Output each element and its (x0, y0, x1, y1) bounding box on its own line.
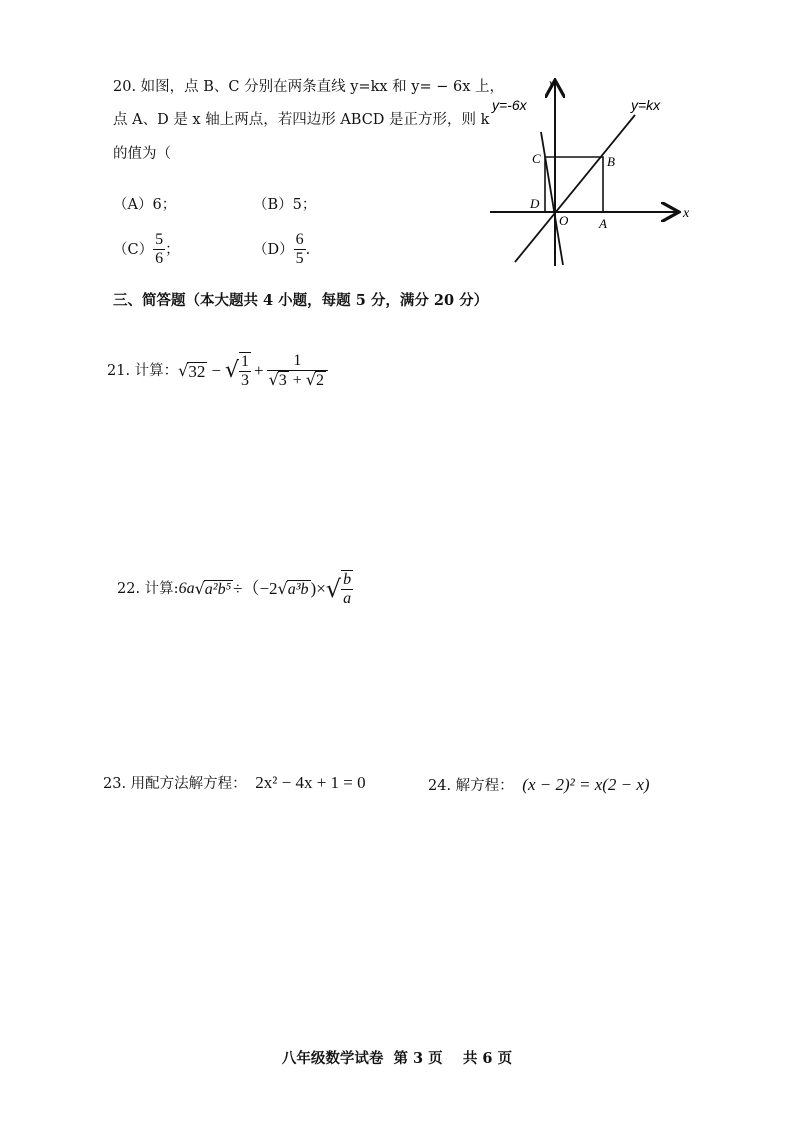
q22-root-fraction-den: a (343, 590, 352, 607)
q24 (428, 775, 650, 796)
q22-radicand-2: a³b (287, 580, 309, 598)
q23 (103, 773, 366, 794)
q21-radicand: 32 (188, 361, 206, 381)
page-footer: 八年级数学试卷 第 3 页 共 6 页 (281, 1050, 513, 1067)
q20-option-c-label: （C） (113, 241, 154, 258)
line-y-kx (515, 115, 635, 262)
x-axis-label: x (683, 206, 690, 221)
q20-option-d-tail: . (305, 241, 311, 258)
q21-root-fraction (239, 352, 251, 390)
q20-option-c (113, 231, 180, 268)
q20-option-c-numerator: 5 (155, 231, 164, 248)
q20-line1: 20. 如图，点 B、C 分别在两条直线 y=kx 和 y= − 6x 上， (113, 79, 504, 95)
label-y-kx: y=kx (631, 97, 661, 113)
q21-den-root2: 2 (316, 372, 325, 389)
q22-label: 22. 计算: (117, 581, 179, 597)
q22-root-fraction (341, 570, 353, 608)
q20-option-d (253, 231, 310, 268)
q21-label: 21. 计算： (107, 363, 179, 379)
q22-root-fraction-num: b (343, 571, 352, 588)
q20-line2: 点 A、D 是 x 轴上两点，若四边形 ABCD 是正方形，则 k (113, 112, 490, 128)
q20-option-d-numerator: 6 (295, 231, 304, 248)
q21-fraction-num: 1 (293, 352, 302, 369)
q21-root-fraction-num: 1 (241, 353, 249, 370)
q20-option-c-denominator: 6 (155, 250, 164, 267)
q20-option-d-label: （D） (253, 241, 294, 258)
point-d-label: D (530, 196, 540, 211)
q20-option-c-fraction (153, 231, 165, 268)
origin-label: O (559, 213, 569, 228)
q20-option-c-tail: ； (165, 241, 180, 258)
q21-den-root1: 3 (278, 372, 287, 389)
q20-option-a: （A）6； (113, 197, 177, 213)
q21-fraction-den: √3 + √2 (267, 370, 328, 390)
q20-option-d-fraction (294, 231, 306, 268)
q21-expression: √ 32 − √ $\frac{1}{3}$ + $\frac{1}{√3 + √2}$ (178, 352, 328, 390)
q23-label: 23. 用配方法解方程： (103, 776, 247, 792)
q21-fraction (267, 352, 328, 390)
point-c-label: C (532, 151, 541, 166)
q21 (107, 352, 328, 390)
q23-equation: 2x² − 4x + 1 = 0 (255, 773, 366, 792)
point-a-label: A (599, 216, 607, 231)
q21-root-fraction-den: 3 (241, 372, 249, 389)
y-axis-label: y (549, 77, 556, 92)
point-b-label: B (607, 154, 615, 169)
label-y-neg6x: y=-6x (492, 97, 527, 113)
q22 (117, 570, 353, 608)
q20-figure (485, 70, 700, 270)
q20-option-b: （B）5； (253, 197, 317, 213)
q22-divide: ÷（−2 (233, 579, 278, 598)
section-3-heading: 三、简答题（本大题共 4 小题，每题 5 分，满分 20 分） (113, 292, 489, 309)
q24-label: 24. 解方程： (428, 778, 514, 794)
q20-option-d-denominator: 5 (295, 250, 304, 267)
q22-radicand-1: a²b⁵ (204, 580, 232, 598)
q22-coefficient: 6a (178, 580, 195, 597)
q24-equation: (x − 2)² = x(2 − x) (522, 775, 650, 794)
q20-line3: 的值为（ (113, 146, 171, 162)
q22-expression: 6a √ a²b⁵ ÷（−2 √ a³b )× √ $\frac{b}{a}$ (178, 571, 352, 607)
q22-times: )× (310, 579, 326, 598)
